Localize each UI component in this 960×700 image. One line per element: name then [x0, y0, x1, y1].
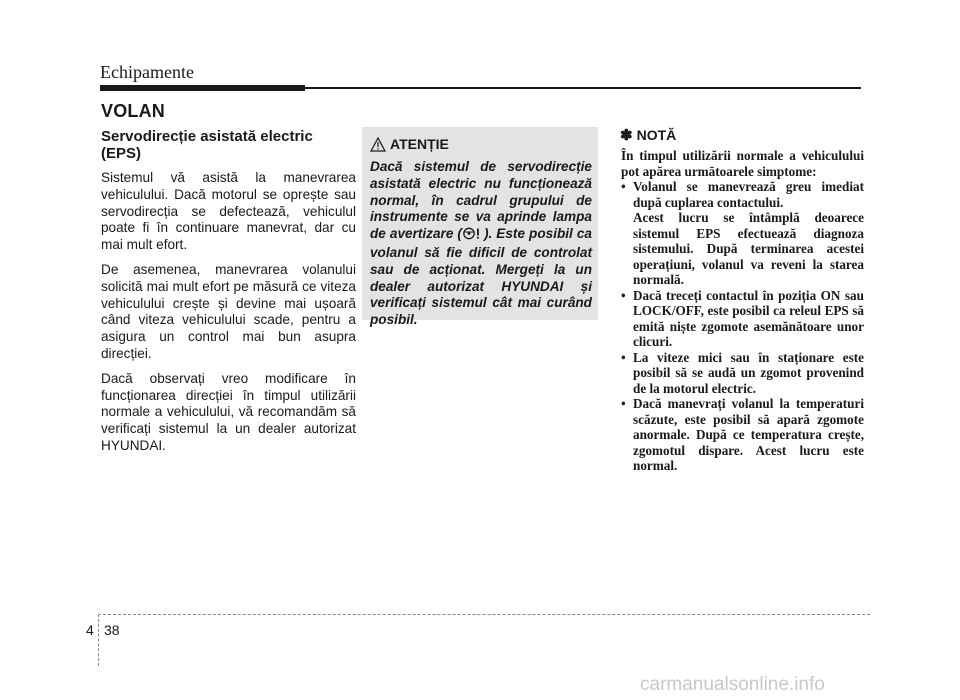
- list-item-text: Dacă treceți contactul în poziția ON sau LOCK/OFF, este posibil ca releul EPS să emită niște zgomote asemănătoare unor clicuri.: [633, 287, 864, 349]
- caution-text-part1: Dacă sistemul de servodirecție asistată electric nu funcționează normal, în cadrul grupului de instrumente se va aprinde lampa de avertizare (: [370, 159, 592, 242]
- watermark: carmanualsonline.info: [640, 674, 825, 695]
- caution-heading-label: ATENȚIE: [390, 136, 449, 152]
- header-rule: [305, 87, 861, 89]
- paragraph: Dacă observați vreo modificare în funcționarea direcției în timpul utilizării normale a vehiculului, vă recomandăm să verificați sistemul la un dealer autorizat HYUNDAI.: [101, 370, 356, 453]
- header-thick-bar: [100, 85, 305, 91]
- bullet: •: [621, 349, 626, 365]
- page-header-title: Echipamente: [100, 62, 194, 82]
- list-item-text: Volanul se manevrează greu imediat după cuplarea contactului.: [633, 179, 864, 210]
- caution-text: [370, 159, 592, 329]
- list-item: [621, 288, 864, 350]
- caution-box: [362, 127, 598, 328]
- list-item: [621, 396, 864, 474]
- bullet: •: [621, 179, 626, 194]
- note-heading: [620, 126, 676, 144]
- steering-warning-lamp-icon: [462, 227, 484, 245]
- note-star-icon: ✽: [620, 127, 633, 144]
- section-title: VOLAN: [101, 101, 165, 121]
- chapter-number: 4: [86, 622, 94, 638]
- left-column: [101, 128, 356, 463]
- note-intro: În timpul utilizării normale a vehiculului pot apărea următoarele simptome:: [621, 148, 864, 179]
- note-list: [621, 179, 864, 474]
- caution-text-part2: ). Este posibil ca volanul să fie dificil de controlat sau de acționat. Mergeți la un dealer autorizat HYUNDAI și verificați sistemul cât mai curând posibil.: [370, 226, 592, 328]
- paragraph: Sistemul vă asistă la manevrarea vehiculului. Dacă motorul se oprește sau servodirecția se defectează, vehiculul poate fi în continuare manevrat, dar cu mai mult efort.: [101, 170, 356, 253]
- page-number: 38: [104, 622, 120, 638]
- list-item: [621, 179, 864, 288]
- bullet: •: [621, 396, 626, 411]
- list-item-text: Dacă manevrați volanul la temperaturi scăzute, este posibil să apară zgomote anormale. După ce temperatura crește, zgomotul dispare. Acest lucru este normal.: [633, 396, 864, 473]
- paragraph: De asemenea, manevrarea volanului solicită mai mult efort pe măsură ce viteza vehiculului crește și devine mai ușoară când viteza vehiculului scade, pentru a asigura un control mai bun asupra direcției.: [101, 261, 356, 361]
- footer-rule: [98, 614, 870, 615]
- note-heading-label: NOTĂ: [636, 127, 677, 143]
- caution-heading: [370, 136, 449, 155]
- list-item-text: La viteze mici sau în staționare este posibil să se audă un zgomot provenind de la motorul electric.: [633, 349, 864, 396]
- note-body: [621, 148, 864, 474]
- bullet: •: [621, 287, 626, 303]
- eps-subheading: Servodirecție asistată electric (EPS): [101, 128, 313, 162]
- list-item-text: Acest lucru se întâmplă deoarece sistemul EPS efectuează diagnoza sistemului. După terminarea acestei operațiuni, volanul va reveni la starea normală.: [633, 210, 864, 287]
- footer-divider: [98, 614, 99, 666]
- warning-triangle-icon: [370, 137, 390, 155]
- list-item: [621, 350, 864, 397]
